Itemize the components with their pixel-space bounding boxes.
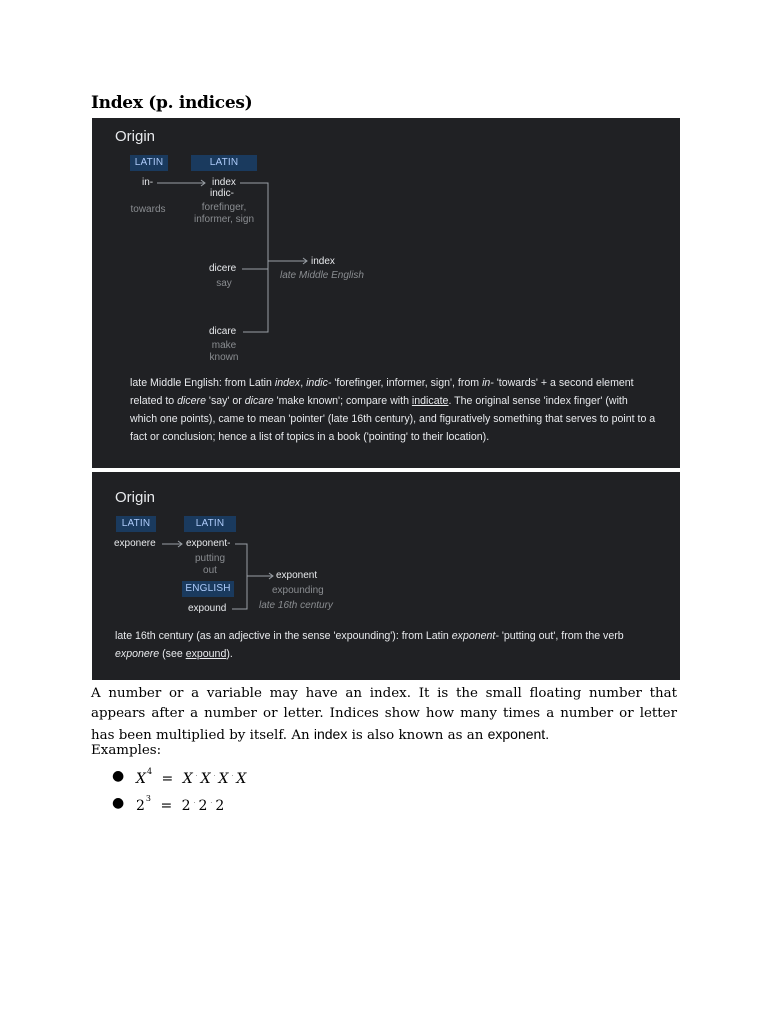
result-word-exponent: exponent [276,570,318,581]
example-equation: $X^4 = X$ · X · X · X [136,767,247,787]
result-gloss: expounding [272,585,324,596]
definition-paragraph: A number or a variable may have an index. It is the small floating number that appears after a number or letter. Indices show how many times a number or letter has been multiplied by itself. An index is also known as an exponent. [91,686,677,743]
language-tag-latin: LATIN [130,155,168,171]
etymon-index-gloss: forefinger, informer, sign [193,202,255,225]
bullet-icon: ● [112,768,125,784]
etymon-dicere: dicere [209,263,237,274]
result-word-index: index [311,256,335,267]
etymon-dicare-gloss: make known [209,340,239,363]
origin-panel-index [92,118,680,468]
origin-paragraph: late Middle English: from Latin index, indic- 'forefinger, informer, sign', from in- 'towards' + a second element related to dicere 'say' or dicare 'make known'; compare with indicate. The original sense 'index finger' (with which one points), came to mean 'pointer' (late 16th century), and figuratively something that serves to point to a fact or conclusion; hence a list of topics in a book ('pointing' to their location). [130,377,656,443]
result-period: late 16th century [259,600,333,611]
result-period: late Middle English [280,270,364,281]
etymon-expound: expound [188,603,227,614]
language-tag-latin: LATIN [184,516,236,532]
bullet-icon: ● [112,795,125,811]
etymon-in-gloss: towards [130,204,166,215]
page-title: Index (p. indices) [91,93,253,113]
link-expound[interactable]: expound [185,648,227,660]
etymon-exponent: exponent- [186,538,231,549]
origin-heading: Origin [115,128,156,145]
examples-label: Examples: [91,743,162,758]
etymon-exponere: exponere [114,538,156,549]
etymon-exponent-gloss: putting out [194,553,226,576]
term-index: index [313,726,348,742]
example-equation: $2^3 = 2$ · 2 · 2 [136,794,225,814]
etymon-dicare: dicare [209,326,237,337]
etymon-dicere-gloss: say [216,278,232,289]
etymon-in: in- [142,177,154,188]
origin-paragraph: late 16th century (as an adjective in the sense 'expounding'): from Latin exponent- 'putting out', from the verb exponere (see expound). [115,630,624,660]
origin-panel-exponent [92,472,680,680]
origin-heading: Origin [115,489,156,506]
language-tag-english: ENGLISH [182,581,234,597]
link-indicate[interactable]: indicate [411,395,449,407]
etymon-indic: indic- [210,188,234,199]
term-exponent: exponent. [487,726,550,742]
language-tag-latin: LATIN [116,516,156,532]
language-tag-latin: LATIN [191,155,257,171]
etymon-index: index [212,177,236,188]
